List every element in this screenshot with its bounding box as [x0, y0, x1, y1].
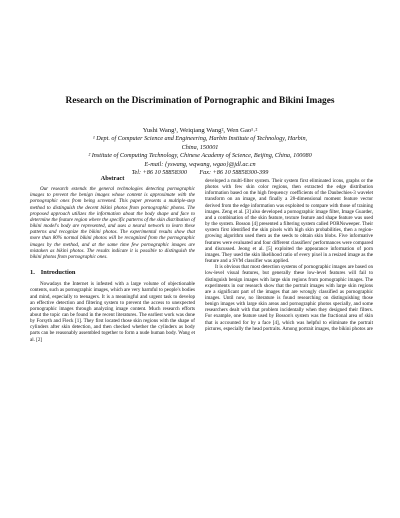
right-paragraph-1: developed a multi-filter system. Their system first eliminated icons, graphs or the photos with few skin color regions, then extracted the edge distribution information based on the high frequency coefficients of the Daubechies-3 wavelet transform on an image, and finally a 28-dimensional moment feature vector derived from the edge information was exploited to compare with those of training images. Zeng et al. [3] also developed a pornographic image filter, Image Guarder, and a combination of the skin feature, texture feature and shape feature was used by the system. Bosson [4] presented a filtering system called PORNsweeper. Their system first identified the skin pixels with high skin probabilities, then a region-growing algorithm used them as the seeds to obtain skin blobs. Five informative features were evaluated and four different classifiers' performances were compared and discussed. Jeong et al. [5] exploited the appearance information of porn images. They used the skin likelihood ratio of every pixel in a resized image as the feature and a SVM classifier was applied.	[205, 178, 373, 265]
left-column	[30, 176, 195, 343]
front-matter	[40, 127, 360, 177]
section-1-heading	[30, 270, 195, 276]
right-column	[205, 178, 373, 332]
intro-paragraph-1: Nowadays the Internet is infested with a large volume of objectionable contents, such as pornographic images, which are very harmful to people's bodies and mind, especially to teenagers. It is a meaningful and urgent task to develop an effective detection and filtering system to prevent the access to unexpected pornographic images through analyzing image content. Much research efforts about the topic can be found in the recent literatures. The earliest work was done by Forsyth and Fleck [1]. They first located those skin regions with the shape of cylinders after skin detection, and then checked whether the cylinders as body parts can be reasonably assembled together to form a nude human body. Wang et al. [2]	[30, 281, 195, 343]
contact-line: Tel: +86 10 58858300 Fax: +86 10 58858300-399	[131, 169, 269, 177]
abstract-text: Our research extends the general technologies detecting pornographic images to prevent the benign images whose content is approximate with the pornographic ones from being screened. This paper presents a multiple-step method to distinguish the decent bikini photos from pornographic photos. The proposed approach utilizes the information about the body shape and face to determine the feature region where the specific patterns of the skin distribution of bikini model's body are represented, and uses a neural network to learn these patterns and recognize the bikini photos. The experimental results show that more than 80% normal bikini photos will be recognized from the pornographic images by the method, and at the same time few pornographic images are mistaken as bikini photos. The results indicate it is possible to distinguish the bikini photos from pornographic ones.	[30, 186, 195, 260]
affiliation-1-line-2: China, 150001	[181, 143, 219, 151]
affiliation-2: ² Institute of Computing Technology, Chinese Academy of Science, Beijing, China, 100080	[88, 152, 312, 160]
section-1-title: Introduction	[40, 269, 76, 277]
abstract-section	[30, 176, 195, 260]
section-1-number: 1.	[30, 269, 35, 277]
paper-title: Research on the Discrimination of Pornographic and Bikini Images	[65, 96, 335, 106]
author-list: Yushi Wang¹, Weiqiang Wang², Wen Gao¹˒²	[142, 127, 258, 134]
abstract-heading: Abstract	[100, 175, 125, 182]
right-paragraph-2: It is obvious that most detection systems of pornographic images are based on low-level visual features, but generally these low-level features will fail to distinguish benign images with large skin regions from pornographic images. The experiments in our research show that the portrait images with large skin regions are a significant part of the images that are wrongly classified as pornographic images. Until now, no literature is found researching on distinguishing those benign images with large skin areas and pornographic photos specially, and some researchers dealt with that problem incidentally when they designed their filters. For example, one feature used by Bosson's system was the fractional area of skin that is accounted for by a face [4], which was helpful to eliminate the portrait pictures, especially the head portraits. Among portrait images, the bikini photos are	[205, 264, 373, 332]
affiliation-1-line-1: ¹ Dept. of Computer Science and Engineering, Harbin Institute of Technology, Harbin,	[92, 135, 308, 143]
email-line: E-mail: {yswang, wqwang, wgao}@jdl.ac.cn	[144, 160, 256, 168]
